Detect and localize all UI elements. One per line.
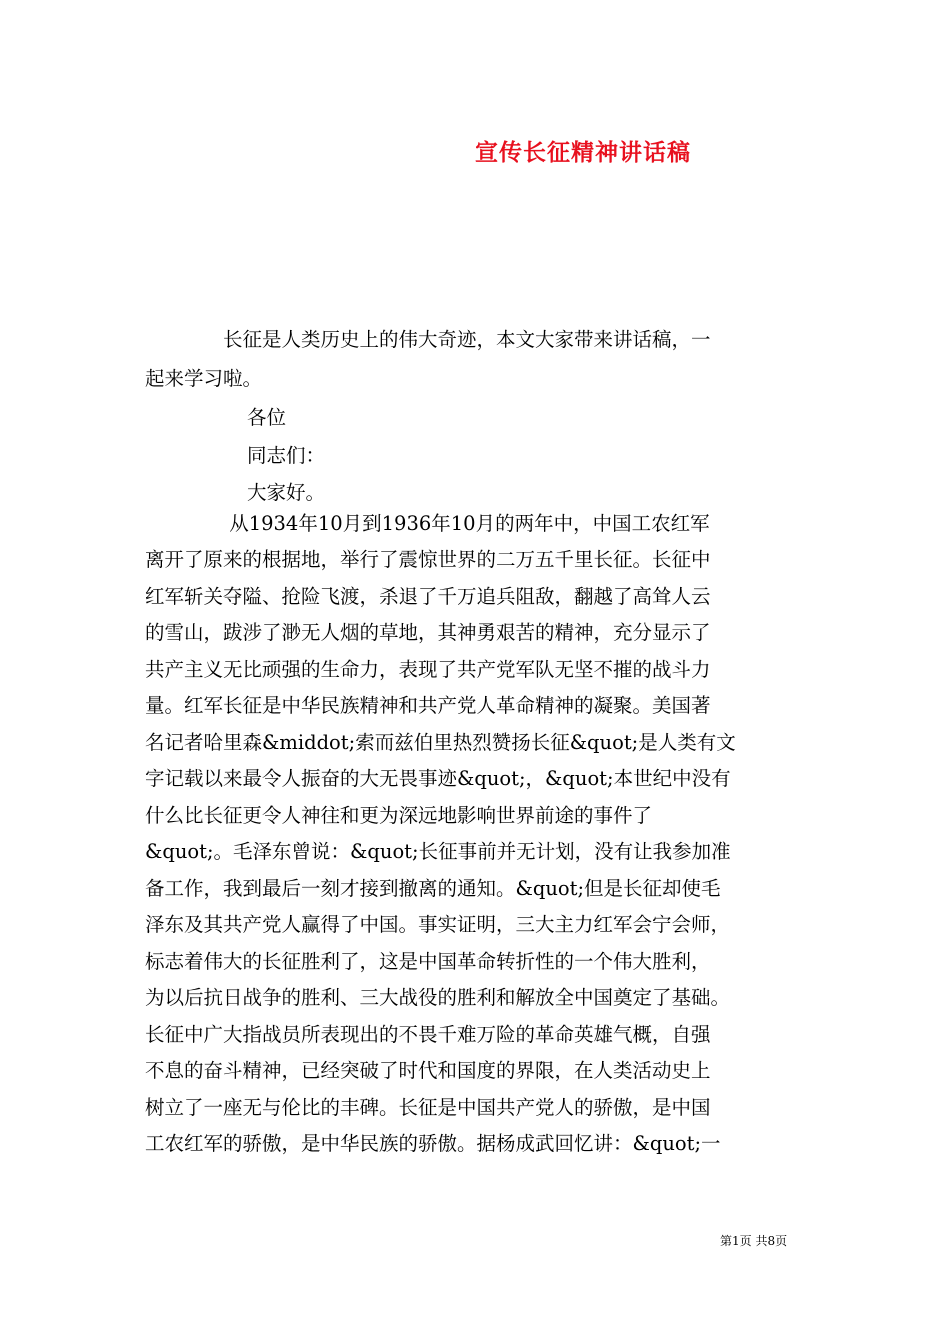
text-line: 标志着伟大的长征胜利了，这是中国革命转折性的一个伟大胜利， — [145, 950, 711, 973]
greeting-line: 大家好。 — [247, 481, 326, 504]
text-line: 字记载以来最令人振奋的大无畏事迹&quot;，&quot;本世纪中没有 — [145, 767, 731, 790]
page-footer: 第1页 共8页 — [720, 1234, 788, 1248]
text-line: 不息的奋斗精神，已经突破了时代和国度的界限，在人类活动史上 — [145, 1059, 711, 1082]
text-line: 树立了一座无与伦比的丰碑。长征是中国共产党人的骄傲，是中国 — [145, 1096, 711, 1119]
greeting-line: 同志们： — [247, 444, 326, 467]
text-line: 备工作，我到最后一刻才接到撤离的通知。&quot;但是长征却使毛 — [145, 877, 721, 900]
text-line: 共产主义无比顽强的生命力，表现了共产党军队无坚不摧的战斗力 — [145, 658, 711, 681]
text-line: 长征是人类历史上的伟大奇迹，本文大家带来讲话稿，一 — [145, 328, 711, 351]
greeting-line: 各位 — [247, 406, 287, 429]
text-line: 从1934年10月到1936年10月的两年中，中国工农红军 — [145, 512, 710, 535]
text-line: 的雪山，跋涉了渺无人烟的草地，其神勇艰苦的精神，充分显示了 — [145, 621, 711, 644]
text-line: 离开了原来的根据地，举行了震惊世界的二万五千里长征。长征中 — [145, 548, 711, 571]
text-line: 什么比长征更令人神往和更为深远地影响世界前途的事件了 — [145, 804, 653, 827]
text-line: 量。红军长征是中华民族精神和共产党人革命精神的凝聚。美国著 — [145, 694, 711, 717]
text-line: &quot;。毛泽东曾说：&quot;长征事前并无计划，没有让我参加准 — [145, 840, 731, 863]
text-line: 工农红军的骄傲，是中华民族的骄傲。据杨成武回忆讲：&quot;一 — [145, 1132, 721, 1155]
text-line: 名记者哈里森&middot;索而兹伯里热烈赞扬长征&quot;是人类有文 — [145, 731, 736, 754]
text-line: 为以后抗日战争的胜利、三大战役的胜利和解放全中国奠定了基础。 — [145, 986, 731, 1009]
text-line: 泽东及其共产党人赢得了中国。事实证明，三大主力红军会宁会师， — [145, 913, 731, 936]
text-line: 红军斩关夺隘、抢险飞渡，杀退了千万追兵阻敌，翻越了高耸人云 — [145, 585, 711, 608]
text-line: 起来学习啦。 — [145, 367, 263, 390]
page-title: 宣传长征精神讲话稿 — [475, 139, 691, 166]
text-line: 长征中广大指战员所表现出的不畏千难万险的革命英雄气概，自强 — [145, 1023, 711, 1046]
